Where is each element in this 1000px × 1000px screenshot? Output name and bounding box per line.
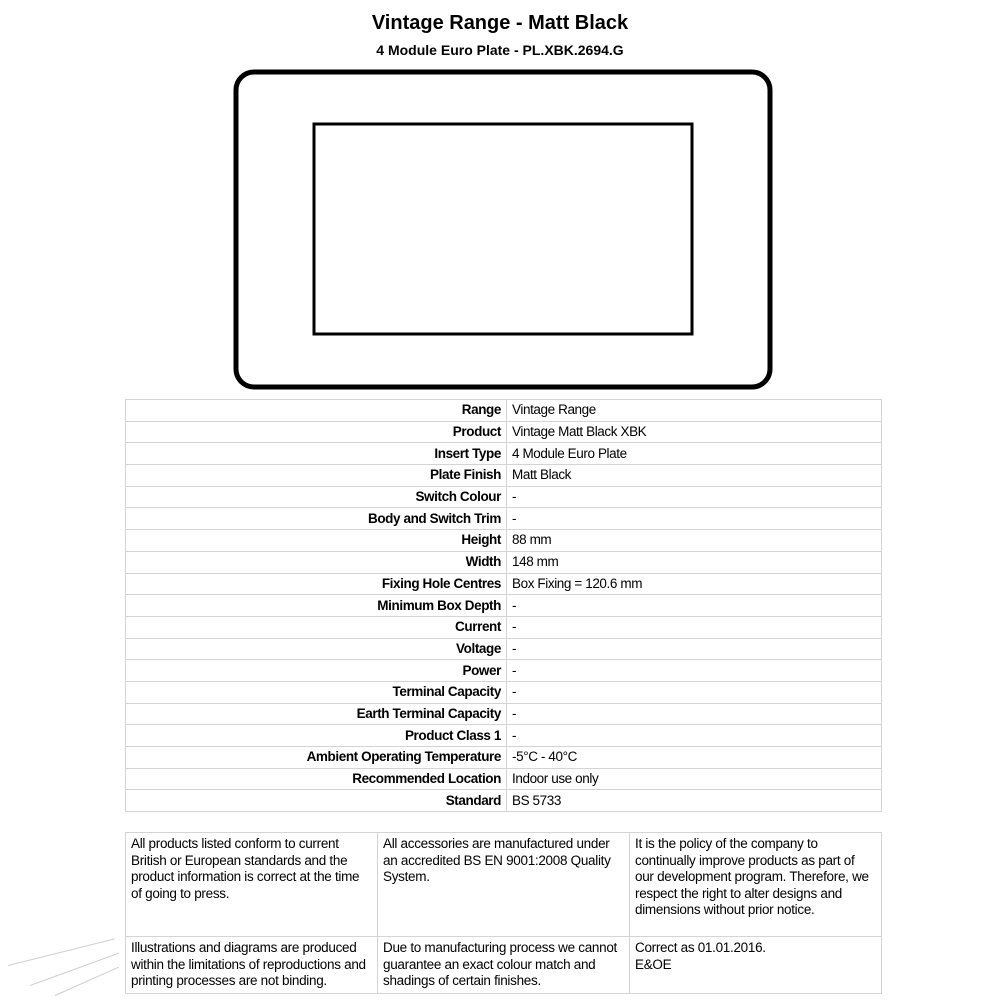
spec-value: - xyxy=(507,616,882,638)
spec-row xyxy=(126,595,882,617)
spec-label: Product Class 1 xyxy=(126,725,507,747)
spec-value: Matt Black xyxy=(507,465,882,487)
spec-value: Box Fixing = 120.6 mm xyxy=(507,573,882,595)
spec-table xyxy=(125,399,882,812)
spec-value: - xyxy=(507,638,882,660)
eoe-label: E&OE xyxy=(635,956,672,972)
spec-row xyxy=(126,400,882,422)
spec-value: - xyxy=(507,660,882,682)
spec-label: Fixing Hole Centres xyxy=(126,573,507,595)
spec-value: - xyxy=(507,508,882,530)
spec-row xyxy=(126,638,882,660)
spec-value: - xyxy=(507,486,882,508)
module-aperture xyxy=(314,124,692,334)
spec-value: 148 mm xyxy=(507,551,882,573)
spec-row xyxy=(126,508,882,530)
spec-label: Product xyxy=(126,421,507,443)
spec-label: Body and Switch Trim xyxy=(126,508,507,530)
spec-value: Vintage Range xyxy=(507,400,882,422)
spec-row xyxy=(126,660,882,682)
spec-value: BS 5733 xyxy=(507,790,882,812)
spec-label: Height xyxy=(126,530,507,552)
note-colour-match: Due to manufacturing process we cannot guarantee an exact colour match and shadings of certain finishes. xyxy=(378,937,630,994)
notes-table xyxy=(125,832,882,994)
spec-value: Indoor use only xyxy=(507,768,882,790)
note-illustrations: Illustrations and diagrams are produced within the limitations of reproductions and printing processes are not binding. xyxy=(126,937,378,994)
spec-value: - xyxy=(507,725,882,747)
spec-label: Ambient Operating Temperature xyxy=(126,747,507,769)
page-subtitle: 4 Module Euro Plate - PL.XBK.2694.G xyxy=(376,42,624,58)
spec-row xyxy=(126,703,882,725)
spec-label: Plate Finish xyxy=(126,465,507,487)
spec-row xyxy=(126,465,882,487)
spec-label: Earth Terminal Capacity xyxy=(126,703,507,725)
spec-row xyxy=(126,551,882,573)
spec-value: 88 mm xyxy=(507,530,882,552)
spec-value: 4 Module Euro Plate xyxy=(507,443,882,465)
note-conformity: All products listed conform to current British or European standards and the product information is correct at the time of going to press. xyxy=(126,833,378,937)
scan-mark xyxy=(55,967,119,996)
spec-label: Insert Type xyxy=(126,443,507,465)
spec-value: Vintage Matt Black XBK xyxy=(507,421,882,443)
note-correct-as xyxy=(630,937,882,994)
spec-label: Power xyxy=(126,660,507,682)
spec-row xyxy=(126,681,882,703)
spec-row xyxy=(126,616,882,638)
spec-value: - xyxy=(507,681,882,703)
spec-row xyxy=(126,725,882,747)
spec-row xyxy=(126,747,882,769)
spec-value: - xyxy=(507,703,882,725)
spec-value: -5°C - 40°C xyxy=(507,747,882,769)
plate-outline xyxy=(236,72,770,387)
page-title: Vintage Range - Matt Black xyxy=(371,12,629,34)
spec-row xyxy=(126,421,882,443)
note-policy: It is the policy of the company to continually improve products as part of our development program. Therefore, we respect the right to alter designs and dimensions without prior notice. xyxy=(630,833,882,937)
spec-row xyxy=(126,768,882,790)
spec-row xyxy=(126,530,882,552)
spec-row xyxy=(126,573,882,595)
plate-drawing xyxy=(230,66,780,396)
scan-mark xyxy=(30,953,120,986)
spec-label: Terminal Capacity xyxy=(126,681,507,703)
spec-row xyxy=(126,443,882,465)
spec-label: Recommended Location xyxy=(126,768,507,790)
correct-as-date: Correct as 01.01.2016. xyxy=(635,940,766,955)
spec-label: Width xyxy=(126,551,507,573)
spec-label: Range xyxy=(126,400,507,422)
spec-label: Standard xyxy=(126,790,507,812)
spec-label: Voltage xyxy=(126,638,507,660)
scan-mark xyxy=(8,938,115,966)
spec-row xyxy=(126,486,882,508)
spec-row xyxy=(126,790,882,812)
note-quality: All accessories are manufactured under an accredited BS EN 9001:2008 Quality System. xyxy=(378,833,630,937)
spec-value: - xyxy=(507,595,882,617)
spec-label: Minimum Box Depth xyxy=(126,595,507,617)
spec-label: Current xyxy=(126,616,507,638)
spec-label: Switch Colour xyxy=(126,486,507,508)
